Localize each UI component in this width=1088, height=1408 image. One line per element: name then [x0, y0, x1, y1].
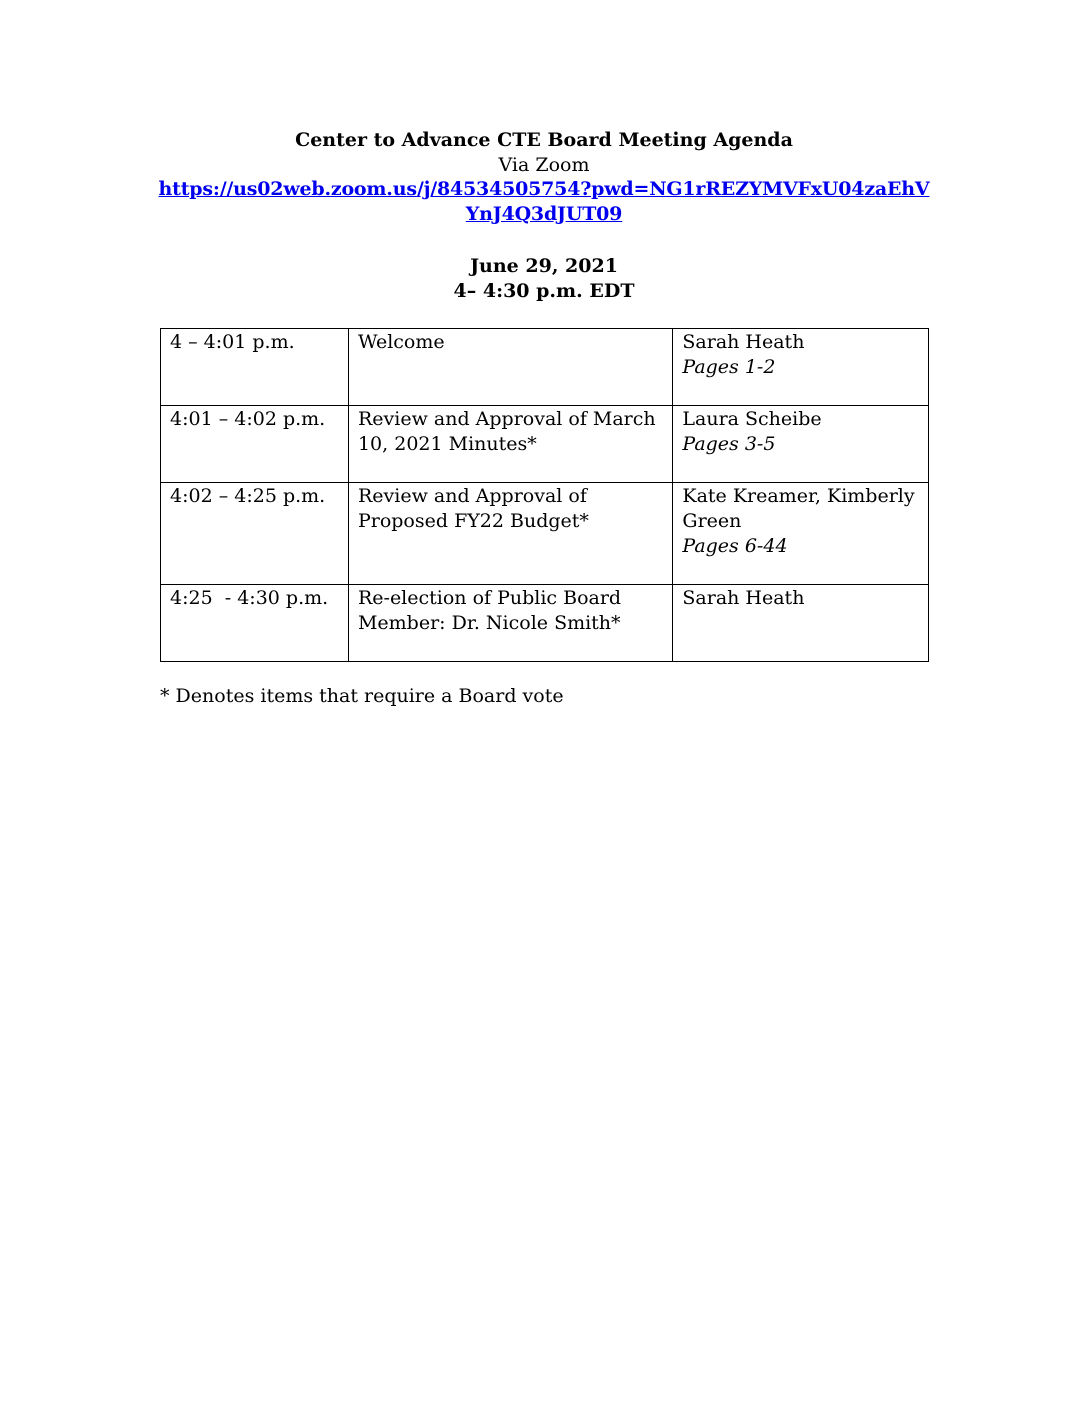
- table-row: [161, 329, 929, 406]
- agenda-presenter: Sarah Heath: [682, 587, 805, 609]
- agenda-item: Welcome: [348, 329, 672, 406]
- agenda-time: 4:25 - 4:30 p.m.: [161, 585, 349, 662]
- agenda-time: 4 – 4:01 p.m.: [161, 329, 349, 406]
- zoom-link[interactable]: https://us02web.zoom.us/j/84534505754?pwd=NG1rREZYMVFxU04zaEhVYnJ4Q3dJUT09: [158, 178, 930, 225]
- agenda-time: 4:02 – 4:25 p.m.: [161, 483, 349, 585]
- agenda-presenter-cell: [673, 406, 929, 483]
- meeting-time: 4– 4:30 p.m. EDT: [453, 280, 635, 302]
- meeting-datetime: [0, 254, 1088, 304]
- agenda-time: 4:01 – 4:02 p.m.: [161, 406, 349, 483]
- agenda-pages: Pages 6-44: [682, 535, 788, 557]
- agenda-item: Review and Approval of Proposed FY22 Budget*: [348, 483, 672, 585]
- table-row: [161, 483, 929, 585]
- agenda-presenter: Kate Kreamer, Kimberly Green: [682, 485, 915, 532]
- document-header: [0, 128, 1088, 226]
- meeting-date: June 29, 2021: [470, 255, 618, 277]
- agenda-pages: Pages 1-2: [682, 356, 776, 378]
- agenda-item: Review and Approval of March 10, 2021 Minutes*: [348, 406, 672, 483]
- agenda-item: Re-election of Public Board Member: Dr. Nicole Smith*: [348, 585, 672, 662]
- table-row: [161, 406, 929, 483]
- agenda-pages: Pages 3-5: [682, 433, 776, 455]
- vote-footnote: * Denotes items that require a Board vote: [160, 685, 564, 707]
- agenda-presenter: Laura Scheibe: [682, 408, 822, 430]
- document-title: Center to Advance CTE Board Meeting Agenda: [295, 129, 793, 151]
- agenda-presenter-cell: [673, 585, 929, 662]
- meeting-venue: Via Zoom: [498, 153, 590, 176]
- agenda-presenter: Sarah Heath: [682, 331, 805, 353]
- agenda-presenter-cell: [673, 329, 929, 406]
- agenda-presenter-cell: [673, 483, 929, 585]
- agenda-table: [160, 328, 929, 662]
- table-row: [161, 585, 929, 662]
